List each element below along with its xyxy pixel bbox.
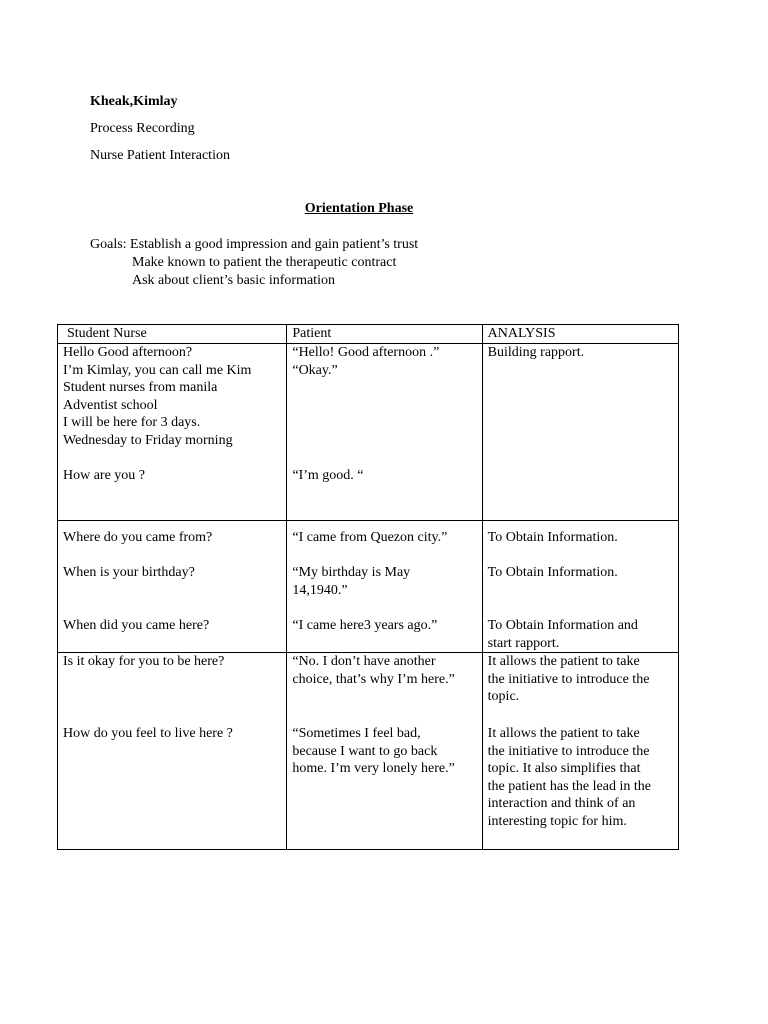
header-student-nurse: Student Nurse [58, 325, 287, 344]
header-patient: Patient [287, 325, 482, 344]
section-title: Orientation Phase [304, 201, 414, 216]
goal-line: Make known to patient the therapeutic contract [132, 255, 397, 270]
goal-line: Goals: Establish a good impression and gain patient’s trust [90, 237, 419, 252]
process-recording-table [57, 324, 679, 850]
goal-line: Ask about client’s basic information [132, 273, 335, 288]
analysis-cell: Building rapport. [482, 344, 678, 521]
nurse-cell: Is it okay for you to be here? How do you feel to live here ? [58, 653, 287, 850]
table-row [58, 653, 679, 850]
document-type: Process Recording [90, 121, 195, 136]
analysis-cell: It allows the patient to take the initiative to introduce the topic. It allows the patient to take the initiative to introduce the topic. It also simplifies that the patient has the lead in the interaction and think of an interesting topic for him. [482, 653, 678, 850]
patient-cell: “No. I don’t have another choice, that’s why I’m here.” “Sometimes I feel bad, because I want to go back home. I’m very lonely here.” [287, 653, 482, 850]
patient-cell: “Hello! Good afternoon .” “Okay.” “I’m good. “ [287, 344, 482, 521]
patient-cell: “I came from Quezon city.” “My birthday is May 14,1940.” “I came here3 years ago.” [287, 521, 482, 653]
analysis-cell: To Obtain Information. To Obtain Information. To Obtain Information and start rapport. [482, 521, 678, 653]
nurse-cell: Hello Good afternoon? I’m Kimlay, you can call me Kim Student nurses from manila Adventist school I will be here for 3 days. Wednesday to Friday morning How are you ? [58, 344, 287, 521]
nurse-cell: Where do you came from? When is your birthday? When did you came here? [58, 521, 287, 653]
header-analysis: ANALYSIS [482, 325, 678, 344]
table-header-row [58, 325, 679, 344]
document-subtitle: Nurse Patient Interaction [90, 148, 230, 163]
table-row [58, 344, 679, 521]
author-name: Kheak,Kimlay [90, 94, 178, 109]
goals-block [90, 236, 418, 290]
table-row [58, 521, 679, 653]
